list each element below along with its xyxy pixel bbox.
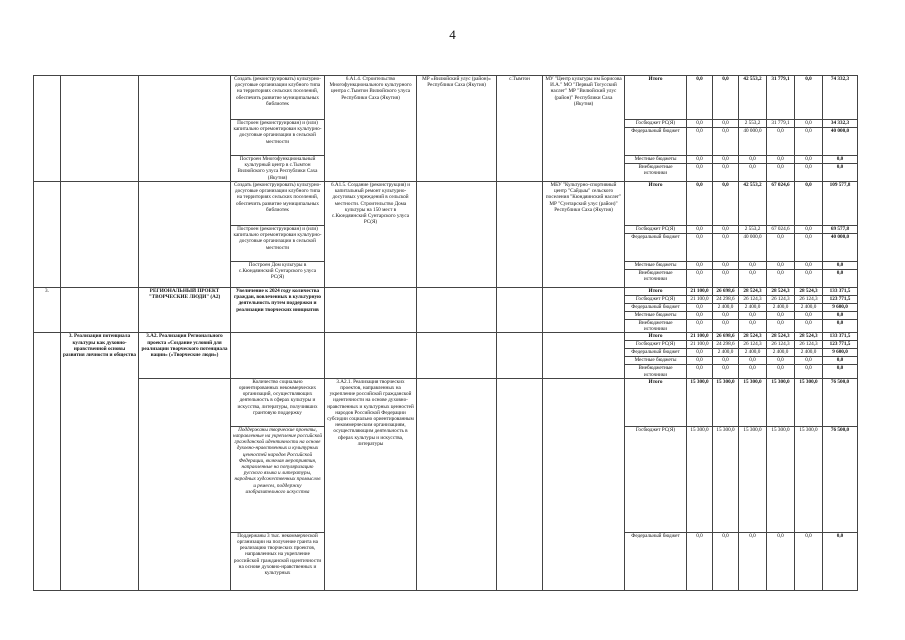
cell-value: 123 771,5 xyxy=(823,341,858,349)
cell-source: Федеральный бюджет xyxy=(625,304,687,312)
cell-value: 0,0 xyxy=(687,320,713,333)
cell-task xyxy=(61,182,139,288)
cell-value: 15 300,0 xyxy=(687,426,713,532)
cell-value: 0,0 xyxy=(795,312,823,320)
cell-value: 28 524,3 xyxy=(767,333,795,341)
cell-source: Местные бюджеты xyxy=(625,312,687,320)
cell-value: 0,0 xyxy=(687,532,713,590)
cell-object: 6.А1.5. Создание (реконструкция) и капитальный ремонт культурно-досуговых учреждений в сельской местности. Строительство Дома культуры на 150 мест в с.Кюндяинский Сунтарского улуса РС(Я) xyxy=(325,182,417,288)
cell-value: 21 100,0 xyxy=(687,341,713,349)
cell-value: 0,0 xyxy=(713,365,739,378)
cell-value: 0,0 xyxy=(823,365,858,378)
cell-value: 0,0 xyxy=(713,357,739,365)
cell-value: 0,0 xyxy=(739,365,767,378)
cell-source: Федеральный бюджет xyxy=(625,128,687,156)
cell-value: 26 124,3 xyxy=(767,341,795,349)
cell-value: 15 300,0 xyxy=(713,426,739,532)
cell-value: 0,0 xyxy=(795,262,823,270)
cell-place: с.Тымтон xyxy=(497,76,543,182)
cell-value: 74 332,3 xyxy=(823,76,858,120)
cell-customer: МР «Вилюйский улус (район)» Республики Саха (Якутия) xyxy=(417,76,497,182)
cell-value: 67 024,6 xyxy=(767,226,795,234)
cell-value: 28 524,3 xyxy=(739,288,767,296)
cell-value: 26 698,6 xyxy=(713,333,739,341)
cell-source: Местные бюджеты xyxy=(625,262,687,270)
cell-value: 0,0 xyxy=(739,270,767,288)
cell-value: 0,0 xyxy=(795,182,823,226)
cell-value: 0,0 xyxy=(823,262,858,270)
cell-value: 40 000,0 xyxy=(739,128,767,156)
cell-value: 0,0 xyxy=(713,156,739,164)
cell-activity: Количество социально ориентированных некоммерческих организаций, осуществляющих деятельность в сферах культуры и искусства, литературы, получивших грантовую поддержку xyxy=(231,378,325,426)
cell-value: 0,0 xyxy=(795,234,823,262)
cell-source: Госбюджет РС(Я) xyxy=(625,120,687,128)
cell-value: 42 553,2 xyxy=(739,76,767,120)
cell-value: 0,0 xyxy=(767,357,795,365)
cell-value: 0,0 xyxy=(767,365,795,378)
cell-value: 0,0 xyxy=(687,270,713,288)
cell-value: 0,0 xyxy=(713,320,739,333)
cell-source: Внебюджетные источники xyxy=(625,365,687,378)
cell-value: 28 524,3 xyxy=(767,288,795,296)
cell-source: Госбюджет РС(Я) xyxy=(625,296,687,304)
cell-source: Федеральный бюджет xyxy=(625,532,687,590)
cell-value: 76 500,0 xyxy=(823,378,858,426)
cell-value: 0,0 xyxy=(739,312,767,320)
cell-value: 26 698,6 xyxy=(713,288,739,296)
cell-value: 0,0 xyxy=(713,532,739,590)
cell-value: 2 400,0 xyxy=(713,349,739,357)
cell-source: Внебюджетные источники xyxy=(625,270,687,288)
cell-value: 0,0 xyxy=(713,120,739,128)
cell-value: 42 553,2 xyxy=(739,182,767,226)
cell-value: 15 300,0 xyxy=(739,378,767,426)
cell-value: 0,0 xyxy=(687,304,713,312)
cell-value: 40 000,0 xyxy=(823,128,858,156)
cell-value: 0,0 xyxy=(767,262,795,270)
cell-value: 34 332,3 xyxy=(823,120,858,128)
cell-customer xyxy=(417,333,497,378)
cell-source: Внебюджетные источники xyxy=(625,164,687,182)
cell-value: 40 000,0 xyxy=(823,234,858,262)
cell-value: 15 300,0 xyxy=(687,378,713,426)
cell-value: 0,0 xyxy=(687,156,713,164)
cell-value: 0,0 xyxy=(795,320,823,333)
cell-activity: Создать (реконструировать) культурно-досуговые организации клубного типа на территориях сельских поселений, обеспечить развитие муниципальных библиотек xyxy=(231,76,325,120)
cell-customer xyxy=(417,182,497,288)
cell-executor: МБУ "Культурно-спортивный центр "Сайдыы" сельского поселения "Кюндяинский наслег" МР "Сунтарский улус (район)" Республики Саха (Якутия) xyxy=(543,182,625,288)
cell-task xyxy=(61,288,139,333)
cell-value: 15 300,0 xyxy=(795,426,823,532)
cell-value: 0,0 xyxy=(823,156,858,164)
cell-value: 2 400,0 xyxy=(767,349,795,357)
cell-value: 0,0 xyxy=(739,320,767,333)
cell-value: 0,0 xyxy=(767,128,795,156)
cell-value: 15 300,0 xyxy=(739,426,767,532)
cell-project: 3.А2. Реализация Регионального проекта «Создание условий для реализации творческого потенциала нации» («Творческие люди») xyxy=(139,333,231,378)
cell-value: 0,0 xyxy=(767,270,795,288)
cell-executor xyxy=(543,333,625,378)
cell-value: 0,0 xyxy=(739,532,767,590)
cell-value: 31 779,1 xyxy=(767,120,795,128)
cell-value: 0,0 xyxy=(739,156,767,164)
cell-value: 0,0 xyxy=(687,164,713,182)
cell-value: 2 400,0 xyxy=(795,349,823,357)
cell-value: 0,0 xyxy=(687,182,713,226)
cell-value: 0,0 xyxy=(713,76,739,120)
cell-source: Итого xyxy=(625,288,687,296)
cell-object: 6.А1.4. Строительство Многофункционального культурного центра с.Тымтон Вилюйского улуса Республики Саха (Якутия) xyxy=(325,76,417,182)
cell-value: 133 371,5 xyxy=(823,333,858,341)
cell-value: 0,0 xyxy=(823,357,858,365)
cell-value: 0,0 xyxy=(739,164,767,182)
cell-object: 3.А2.1. Реализация творческих проектов, направленных на укрепление российской гражданской идентичности на основе духовно-нравственных и культурных ценностей народов Российской Федерации субсидии социально ориентированным некоммерческим организациям, осуществляющим деятельность в сферах культуры и искусства, литературы xyxy=(325,378,417,590)
cell-activity: Построен Дом культуры в с.Кюндяинский Сунтарского улуса РС(Я) xyxy=(231,262,325,288)
cell-value: 15 300,0 xyxy=(767,378,795,426)
cell-value: 0,0 xyxy=(713,262,739,270)
cell-value: 9 600,0 xyxy=(823,304,858,312)
cell-value: 2 400,0 xyxy=(767,304,795,312)
cell-value: 0,0 xyxy=(795,357,823,365)
cell-value: 0,0 xyxy=(687,128,713,156)
cell-num xyxy=(34,333,61,590)
cell-value: 0,0 xyxy=(767,164,795,182)
cell-value: 0,0 xyxy=(713,270,739,288)
cell-value: 109 577,8 xyxy=(823,182,858,226)
cell-value: 0,0 xyxy=(687,226,713,234)
cell-place xyxy=(497,333,543,378)
cell-value: 2 400,0 xyxy=(739,349,767,357)
cell-value: 0,0 xyxy=(687,262,713,270)
cell-value: 123 771,5 xyxy=(823,296,858,304)
cell-value: 24 298,6 xyxy=(713,296,739,304)
cell-value: 2 400,0 xyxy=(795,304,823,312)
cell-value: 0,0 xyxy=(767,234,795,262)
cell-value: 0,0 xyxy=(739,262,767,270)
cell-value: 26 124,3 xyxy=(795,296,823,304)
cell-value: 2 553,2 xyxy=(739,226,767,234)
cell-source: Госбюджет РС(Я) xyxy=(625,226,687,234)
cell-executor xyxy=(543,288,625,333)
cell-value: 0,0 xyxy=(687,312,713,320)
cell-value: 40 000,0 xyxy=(739,234,767,262)
cell-source: Итого xyxy=(625,76,687,120)
cell-value: 28 524,3 xyxy=(739,333,767,341)
table-row xyxy=(34,378,858,426)
cell-value: 0,0 xyxy=(795,76,823,120)
cell-activity: Поддержаны 3 тыс. некоммерческой организации на получение гранта на реализацию творческих проектов, направленных на укрепление российской гражданской идентичности на основе духовно-нравственных и культурных xyxy=(231,532,325,590)
cell-value: 0,0 xyxy=(713,128,739,156)
cell-value: 0,0 xyxy=(713,182,739,226)
cell-value: 0,0 xyxy=(795,270,823,288)
cell-value: 0,0 xyxy=(767,156,795,164)
cell-value: 0,0 xyxy=(823,532,858,590)
cell-num xyxy=(34,76,61,182)
cell-value: 0,0 xyxy=(795,226,823,234)
cell-value: 0,0 xyxy=(795,532,823,590)
cell-value: 9 600,0 xyxy=(823,349,858,357)
cell-value: 21 100,0 xyxy=(687,296,713,304)
cell-activity: Создать (реконструировать) культурно-досуговые организации клубного типа на территориях сельских поселений, обеспечить развитие муниципальных библиотек xyxy=(231,182,325,226)
cell-value: 76 500,0 xyxy=(823,426,858,532)
cell-value: 21 100,0 xyxy=(687,288,713,296)
cell-value: 0,0 xyxy=(713,226,739,234)
cell-source: Федеральный бюджет xyxy=(625,349,687,357)
table-row xyxy=(34,76,858,120)
cell-value: 0,0 xyxy=(687,234,713,262)
cell-value: 0,0 xyxy=(767,312,795,320)
cell-source: Итого xyxy=(625,378,687,426)
cell-value: 2 400,0 xyxy=(713,304,739,312)
cell-customer xyxy=(417,288,497,333)
cell-value: 0,0 xyxy=(823,312,858,320)
cell-source: Итого xyxy=(625,333,687,341)
cell-value: 0,0 xyxy=(713,234,739,262)
cell-value: 26 124,3 xyxy=(767,296,795,304)
cell-value: 133 371,5 xyxy=(823,288,858,296)
cell-num: 3. xyxy=(34,288,61,333)
cell-num xyxy=(34,182,61,288)
page-number: 4 xyxy=(449,27,456,42)
cell-activity: Построен (реконструирован) и (или) капитально отремонтирован культурно-досуговые организации в сельской местности xyxy=(231,226,325,262)
cell-value: 28 524,3 xyxy=(795,333,823,341)
cell-value: 0,0 xyxy=(713,164,739,182)
cell-value: 0,0 xyxy=(739,357,767,365)
cell-value: 69 577,8 xyxy=(823,226,858,234)
cell-value: 0,0 xyxy=(767,532,795,590)
cell-value: 0,0 xyxy=(823,320,858,333)
cell-object xyxy=(325,333,417,378)
cell-project xyxy=(139,182,231,288)
cell-value: 28 524,3 xyxy=(795,288,823,296)
cell-place xyxy=(497,378,543,590)
cell-value: 26 124,3 xyxy=(795,341,823,349)
cell-project xyxy=(139,378,231,590)
cell-value: 24 298,6 xyxy=(713,341,739,349)
cell-value: 0,0 xyxy=(713,312,739,320)
cell-source: Местные бюджеты xyxy=(625,357,687,365)
cell-value: 0,0 xyxy=(687,365,713,378)
cell-source: Госбюджет РС(Я) xyxy=(625,426,687,532)
cell-value: 0,0 xyxy=(795,164,823,182)
cell-value: 0,0 xyxy=(823,164,858,182)
cell-source: Внебюджетные источники xyxy=(625,320,687,333)
table-row xyxy=(34,182,858,226)
cell-activity: Поддержаны творческие проекты, направленные на укрепление российской гражданской идентичности на основе духовно-нравственных и культурных ценностей народов Российской Федерации, включая мероприятия, направленные на популяризацию русского языка и литературы, народных художественных промыслов и ремесел, поддержку изобразительного искусства xyxy=(231,426,325,532)
cell-place xyxy=(497,288,543,333)
cell-activity xyxy=(231,333,325,378)
cell-value: 67 024,6 xyxy=(767,182,795,226)
cell-source: Местные бюджеты xyxy=(625,156,687,164)
cell-value: 0,0 xyxy=(687,349,713,357)
cell-value: 0,0 xyxy=(795,120,823,128)
cell-executor: МУ "Центр культуры им Борисова И.А." МО "Первый Тогусский наслег" МР "Вилюйский улус (район)" Республики Саха (Якутия) xyxy=(543,76,625,182)
cell-value: 15 300,0 xyxy=(767,426,795,532)
cell-value: 0,0 xyxy=(687,76,713,120)
cell-value: 0,0 xyxy=(795,128,823,156)
cell-object xyxy=(325,288,417,333)
cell-source: Итого xyxy=(625,182,687,226)
cell-value: 0,0 xyxy=(795,156,823,164)
cell-value: 15 300,0 xyxy=(713,378,739,426)
cell-value: 31 779,1 xyxy=(767,76,795,120)
cell-value: 0,0 xyxy=(795,365,823,378)
cell-goal: Увеличение к 2024 году количества граждан, вовлеченных в культурную деятельность путем поддержки и реализации творческих инициатив xyxy=(231,288,325,333)
cell-value: 0,0 xyxy=(687,357,713,365)
cell-task xyxy=(61,76,139,182)
budget-table xyxy=(33,75,858,591)
cell-value: 2 553,2 xyxy=(739,120,767,128)
cell-source: Госбюджет РС(Я) xyxy=(625,341,687,349)
cell-activity: Построен (реконструирован) и (или) капитально отремонтирован культурно-досуговые организации в сельской местности xyxy=(231,120,325,156)
cell-activity: Построен Многофункциональный культурный центр в с.Тымтон Вилюйского улуса Республики Саха (Якутия) xyxy=(231,156,325,182)
cell-project: РЕГИОНАЛЬНЫЙ ПРОЕКТ "ТВОРЧЕСКИЕ ЛЮДИ" (А2) xyxy=(139,288,231,333)
cell-place xyxy=(497,182,543,288)
cell-value: 21 100,0 xyxy=(687,333,713,341)
cell-source: Федеральный бюджет xyxy=(625,234,687,262)
cell-project xyxy=(139,76,231,182)
cell-value: 26 124,3 xyxy=(739,341,767,349)
cell-value: 0,0 xyxy=(823,270,858,288)
cell-value: 26 124,3 xyxy=(739,296,767,304)
cell-value: 0,0 xyxy=(687,120,713,128)
cell-value: 0,0 xyxy=(767,320,795,333)
cell-customer xyxy=(417,378,497,590)
cell-value: 15 300,0 xyxy=(795,378,823,426)
table-row xyxy=(34,333,858,341)
cell-value: 2 400,0 xyxy=(739,304,767,312)
cell-task: 3. Реализация потенциала культуры как духовно-нравственной основы развития личности и общества xyxy=(61,333,139,590)
table-row xyxy=(34,288,858,296)
cell-executor xyxy=(543,378,625,590)
